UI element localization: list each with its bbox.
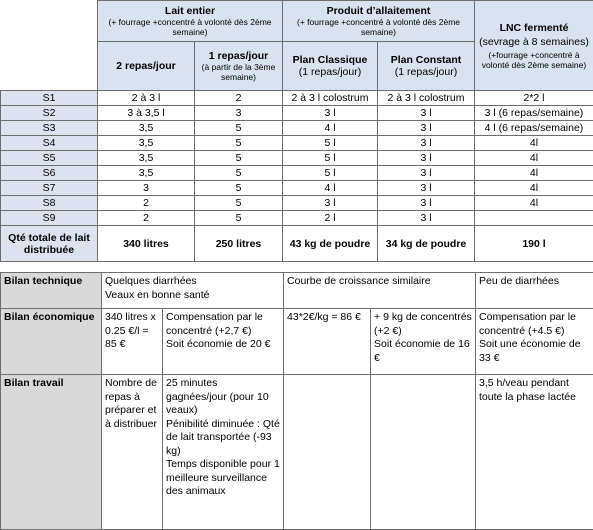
subhead-plan-classique xyxy=(283,42,378,91)
cell: 3 l xyxy=(283,196,378,211)
header-lait-entier xyxy=(98,1,283,42)
cell: 4l xyxy=(475,166,593,181)
cell: 5 xyxy=(195,196,283,211)
cell: 5 xyxy=(195,151,283,166)
cell: 5 l xyxy=(283,136,378,151)
cell: 4 l xyxy=(283,121,378,136)
cell: 3,5 xyxy=(98,136,195,151)
lnc-title: LNC fermenté xyxy=(499,21,569,34)
cell: 3,5 xyxy=(98,151,195,166)
travail-cell xyxy=(284,375,371,530)
travail-cell: 3,5 h/veau pendant toute la phase lactée xyxy=(476,375,593,530)
total-cell: 190 l xyxy=(475,226,593,262)
total-label: Qté totale de lait distribuée xyxy=(1,226,98,262)
week-label: S2 xyxy=(1,106,98,121)
cell: 2 l xyxy=(283,211,378,226)
cell: 2 xyxy=(195,91,283,106)
cell: 2 à 3 l colostrum xyxy=(283,91,378,106)
table-row xyxy=(1,136,593,151)
plan-constant-label: Plan Constant xyxy=(390,54,462,66)
economique-cell: + 9 kg de concentrés (+2 €) Soit économie de 16 € xyxy=(371,309,476,375)
table-row xyxy=(1,151,593,166)
assessment-table xyxy=(0,272,593,530)
cell: 3 l xyxy=(378,136,475,151)
cell: 3 à 3,5 l xyxy=(98,106,195,121)
cell: 2 à 3 l colostrum xyxy=(378,91,475,106)
economique-cell: 340 litres x 0.25 €/l = 85 € xyxy=(102,309,163,375)
lait-entier-sub: (+ fourrage +concentré à volonté dès 2ème semaine) xyxy=(108,17,272,37)
plan-classique-label: Plan Classique xyxy=(292,54,368,66)
cell: 5 xyxy=(195,211,283,226)
produit-title: Produit d’allaitement xyxy=(326,5,431,17)
total-cell: 43 kg de poudre xyxy=(283,226,378,262)
cell: 4l xyxy=(475,136,593,151)
table-row xyxy=(1,211,593,226)
subhead-plan-constant xyxy=(378,42,475,91)
cell: 3 l xyxy=(378,121,475,136)
table-row xyxy=(1,91,593,106)
travail-cell: 25 minutes gagnées/jour (pour 10 veaux) Pénibilité diminuée : Qté de lait transportée (-93 kg) Temps disponible pour 1 meilleure surveillance des animaux xyxy=(163,375,284,530)
week-label: S1 xyxy=(1,91,98,106)
table-row xyxy=(1,196,593,211)
table-row xyxy=(1,106,593,121)
bilan-travail-row xyxy=(1,375,593,530)
week-label: S7 xyxy=(1,181,98,196)
total-cell: 34 kg de poudre xyxy=(378,226,475,262)
lnc-title-sub: (sevrage à 8 semaines) xyxy=(479,35,589,48)
subhead-2-repas xyxy=(98,42,195,91)
bilan-economique-row xyxy=(1,309,593,375)
cell: 3 l xyxy=(378,151,475,166)
cell: 3 l xyxy=(283,106,378,121)
cell: 3 xyxy=(195,106,283,121)
lait-entier-title: Lait entier xyxy=(164,5,216,17)
cell: 4 l xyxy=(283,181,378,196)
cell: 5 xyxy=(195,136,283,151)
cell: 3 l xyxy=(378,211,475,226)
produit-sub: (+ fourrage +concentré à volonté dès 2ème semaine) xyxy=(296,17,461,37)
cell: 5 xyxy=(195,121,283,136)
cell: 2 à 3 l xyxy=(98,91,195,106)
cell: 4l xyxy=(475,196,593,211)
cell: 3 l xyxy=(378,106,475,121)
plan-classique-note: (1 repas/jour) xyxy=(298,66,362,78)
subhead-1-repas xyxy=(195,42,283,91)
cell: 2 xyxy=(98,196,195,211)
economique-cell: Compensation par le concentré (+4.5 €) Soit une économie de 33 € xyxy=(476,309,593,375)
bilan-economique-label: Bilan économique xyxy=(1,309,102,375)
travail-cell: Nombre de repas à préparer et à distribuer xyxy=(102,375,163,530)
economique-cell: Compensation par le concentré (+2,7 €) Soit économie de 20 € xyxy=(163,309,284,375)
week-label: S3 xyxy=(1,121,98,136)
table-row xyxy=(1,166,593,181)
total-cell: 340 litres xyxy=(98,226,195,262)
subhead-1-repas-label: 1 repas/jour xyxy=(208,50,269,62)
total-row xyxy=(1,226,593,262)
technique-lnc: Peu de diarrhées xyxy=(476,273,593,309)
cell: 3,5 xyxy=(98,166,195,181)
cell: 4 l (6 repas/semaine) xyxy=(475,121,593,136)
cell xyxy=(475,211,593,226)
bilan-technique-row xyxy=(1,273,593,309)
cell: 5 l xyxy=(283,166,378,181)
week-label: S5 xyxy=(1,151,98,166)
week-label: S6 xyxy=(1,166,98,181)
week-label: S8 xyxy=(1,196,98,211)
bilan-travail-label: Bilan travail xyxy=(1,375,102,530)
subhead-1-repas-note: (à partir de la 3ème semaine) xyxy=(201,62,276,82)
cell: 3 xyxy=(98,181,195,196)
header-produit xyxy=(283,1,475,42)
technique-lait-entier: Quelques diarrhées Veaux en bonne santé xyxy=(102,273,284,309)
corner-cell xyxy=(1,1,98,91)
cell: 3,5 xyxy=(98,121,195,136)
week-label: S9 xyxy=(1,211,98,226)
travail-cell xyxy=(371,375,476,530)
cell: 4l xyxy=(475,151,593,166)
subhead-2-repas-label: 2 repas/jour xyxy=(116,60,176,72)
economique-cell: 43*2€/kg = 86 € xyxy=(284,309,371,375)
technique-produit: Courbe de croissance similaire xyxy=(284,273,476,309)
bilan-technique-label: Bilan technique xyxy=(1,273,102,309)
cell: 3 l xyxy=(378,196,475,211)
header-lnc xyxy=(475,1,593,91)
table-row xyxy=(1,181,593,196)
cell: 5 xyxy=(195,181,283,196)
cell: 3 l xyxy=(378,166,475,181)
cell: 5 l xyxy=(283,151,378,166)
total-cell: 250 litres xyxy=(195,226,283,262)
cell: 2*2 l xyxy=(475,91,593,106)
lnc-sub: (+fourrage +concentré à volonté dès 2ème semaine) xyxy=(481,49,587,70)
cell: 2 xyxy=(98,211,195,226)
cell: 3 l xyxy=(378,181,475,196)
cell: 4l xyxy=(475,181,593,196)
feeding-table xyxy=(0,0,593,262)
table-row xyxy=(1,121,593,136)
plan-constant-note: (1 repas/jour) xyxy=(394,66,458,78)
week-label: S4 xyxy=(1,136,98,151)
cell: 3 l (6 repas/semaine) xyxy=(475,106,593,121)
cell: 5 xyxy=(195,166,283,181)
